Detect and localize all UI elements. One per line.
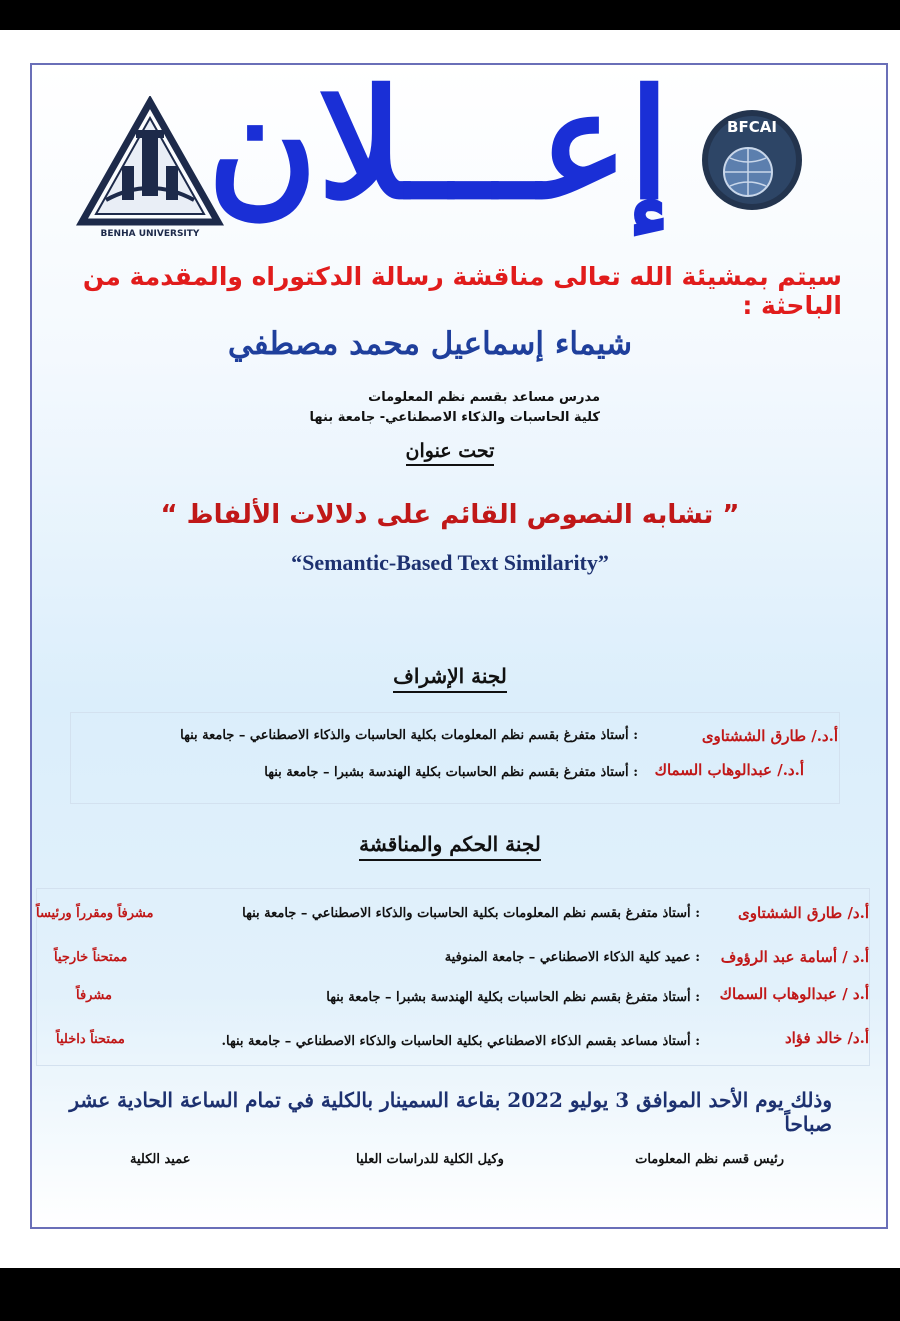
examination-heading-text: لجنة الحكم والمناقشة <box>359 832 541 861</box>
fcai-logo <box>700 106 804 214</box>
examiner-role: ممتحناً خارجياً <box>54 950 128 965</box>
supervisor-name: أ.د./ عبدالوهاب السماك <box>654 761 804 779</box>
thesis-title-arabic: ” تشابه النصوص القائم على دلالات الألفاظ “ <box>160 500 740 530</box>
position-line-1: مدرس مساعد بقسم نظم المعلومات <box>368 390 600 405</box>
examiner-role: مشرفاً <box>76 988 112 1003</box>
svg-text:BENHA UNIVERSITY: BENHA UNIVERSITY <box>100 229 200 239</box>
supervisor-description: : أستاذ متفرغ بقسم نظم الحاسبات بكلية الهندسة بشبرا – جامعة بنها <box>264 765 638 780</box>
signature-vice-dean: وكيل الكلية للدراسات العليا <box>356 1152 504 1167</box>
examiner-role: ممتحناً داخلياً <box>56 1032 125 1047</box>
examiner-description: : أستاذ متفرغ بقسم نظم المعلومات بكلية الحاسبات والذكاء الاصطناعي – جامعة بنها <box>242 906 700 921</box>
examiner-name: أ.د / عبدالوهاب السماك <box>719 985 869 1003</box>
announcement-title: إعـــلان <box>207 57 670 233</box>
under-title-text: تحت عنوان <box>406 440 495 466</box>
supervision-heading <box>350 664 550 688</box>
examiner-role: مشرفاً ومقرراً ورئيساً <box>36 906 154 921</box>
position-line-2: كلية الحاسبات والذكاء الاصطناعي- جامعة بنها <box>309 410 600 425</box>
supervisor-name: أ.د./ طارق الششتاوى <box>701 727 838 745</box>
defense-datetime: وذلك يوم الأحد الموافق 3 يوليو 2022 بقاعة السمينار بالكلية في تمام الساعة الحادية عشر صباحاً <box>69 1088 832 1136</box>
supervision-heading-text: لجنة الإشراف <box>393 664 507 693</box>
researcher-name: شيماء إسماعيل محمد مصطفي <box>227 326 633 362</box>
examiner-name: أ.د / أسامة عبد الرؤوف <box>720 948 869 966</box>
supervisor-description: : أستاذ متفرغ بقسم نظم المعلومات بكلية الحاسبات والذكاء الاصطناعي – جامعة بنها <box>180 728 638 743</box>
signature-head-of-department: رئيس قسم نظم المعلومات <box>635 1152 784 1167</box>
thesis-title-english: “Semantic-Based Text Similarity” <box>291 550 609 575</box>
supervision-box <box>70 712 840 804</box>
signature-dean: عميد الكلية <box>130 1152 191 1167</box>
examiner-description: : أستاذ مساعد بقسم الذكاء الاصطناعي بكلية الحاسبات والذكاء الاصطناعي – جامعة بنها. <box>221 1034 700 1049</box>
intro-text: سيتم بمشيئة الله تعالى مناقشة رسالة الدكتوراه والمقدمة من الباحثة : <box>82 262 842 320</box>
examination-heading <box>330 832 570 856</box>
benha-university-logo <box>76 96 224 246</box>
under-title-label <box>380 440 520 462</box>
examiner-name: أ.د/ طارق الششتاوى <box>738 904 869 922</box>
examiner-description: : أستاذ متفرغ بقسم نظم الحاسبات بكلية الهندسة بشبرا – جامعة بنها <box>326 990 700 1005</box>
svg-text:BFCAI: BFCAI <box>727 118 777 136</box>
researcher-position <box>300 388 600 428</box>
examiner-name: أ.د/ خالد فؤاد <box>784 1029 869 1047</box>
examiner-description: : عميد كلية الذكاء الاصطناعي – جامعة المنوفية <box>444 950 700 965</box>
